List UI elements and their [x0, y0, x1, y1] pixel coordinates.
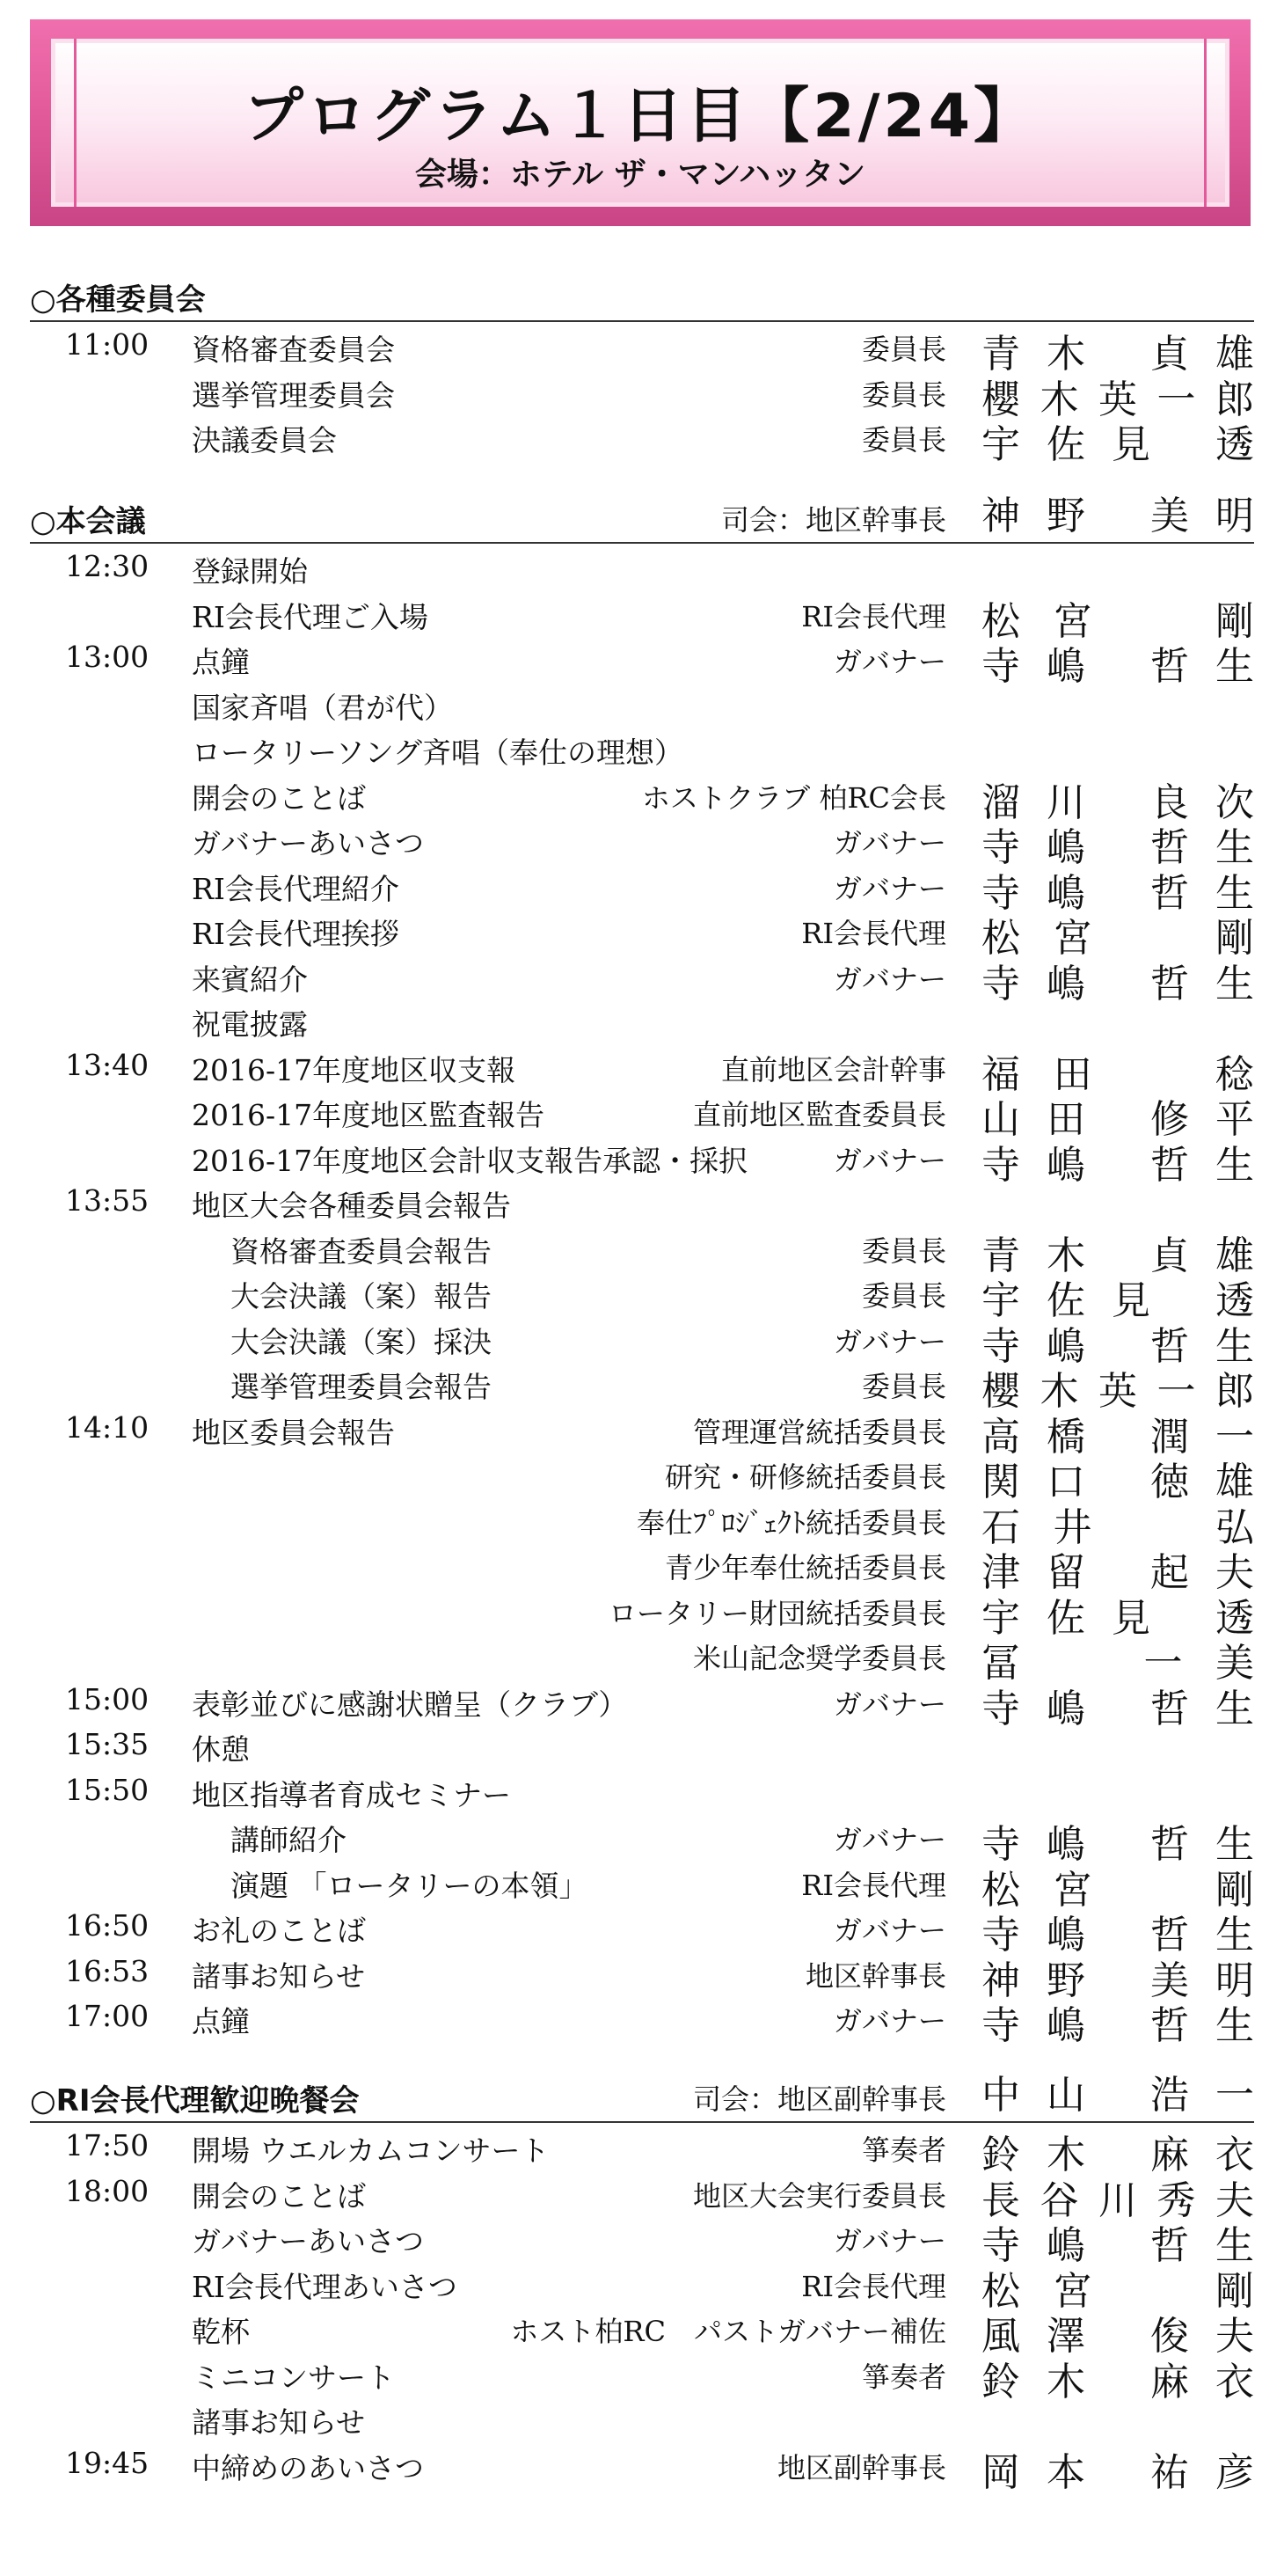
- row-role: 青少年奉仕統括委員長: [664, 1551, 946, 1584]
- row-role: RI会長代理: [801, 917, 946, 950]
- row-person: 山 田 修 平: [981, 1097, 1254, 1142]
- schedule-row: [30, 997, 1254, 1043]
- row-item: RI会長代理紹介: [192, 871, 399, 906]
- row-item: ミニコンサート: [192, 2360, 395, 2395]
- schedule-row: [30, 1496, 1254, 1550]
- row-item: 2016-17年度地区監査報告: [192, 1098, 545, 1132]
- row-role: 地区幹事長: [805, 1958, 946, 1993]
- schedule-row: [30, 1178, 1254, 1224]
- schedule-row: [30, 322, 1254, 377]
- program-section: [30, 2073, 1254, 2495]
- row-item: お礼のことば: [192, 1914, 366, 1948]
- schedule-row: [30, 2259, 1254, 2314]
- schedule-row: [30, 1043, 1254, 1097]
- row-role: ガバナー: [833, 1324, 946, 1358]
- schedule-row: [30, 1858, 1254, 1913]
- row-person: 松 宮 剛: [981, 916, 1254, 961]
- schedule-row: [30, 1949, 1254, 2003]
- row-time: 16:53: [65, 1953, 150, 1988]
- row-person: 関 口 徳 雄: [981, 1460, 1254, 1504]
- row-person: 寺 嶋 哲 生: [981, 1822, 1254, 1867]
- section-header: [30, 494, 1254, 544]
- row-role: ロータリー財団統括委員長: [608, 1596, 946, 1630]
- row-item: 点鐘: [192, 2004, 250, 2038]
- schedule-row: [30, 589, 1254, 644]
- row-item: 資格審査委員会: [192, 333, 395, 367]
- row-role: 箏奏者: [861, 2360, 946, 2394]
- row-time: 12:30: [65, 549, 150, 583]
- row-item: 開会のことば: [192, 2178, 366, 2214]
- row-role: 箏奏者: [861, 2133, 946, 2167]
- row-role: RI会長代理: [801, 599, 946, 633]
- row-person: 福 田 稔: [981, 1051, 1254, 1097]
- row-person: 冨 一 美: [981, 1641, 1254, 1686]
- schedule-row: [30, 1903, 1254, 1958]
- schedule-row: [30, 2350, 1254, 2404]
- schedule-row: [30, 1812, 1254, 1867]
- row-person: 鈴 木 麻 衣: [981, 2359, 1254, 2404]
- row-time: 17:00: [65, 1999, 150, 2033]
- row-item: 中締めのあいさつ: [192, 2450, 424, 2485]
- section-title: ○RI会長代理歓迎晩餐会: [30, 2083, 360, 2119]
- schedule-row: [30, 725, 1254, 771]
- row-item: ガバナーあいさつ: [192, 826, 424, 860]
- schedule-row: [30, 906, 1254, 961]
- row-item: RI会長代理あいさつ: [192, 2269, 457, 2304]
- section-host-role: 司会：地区副幹事長: [692, 2082, 946, 2116]
- row-person: 寺 嶋 哲 生: [981, 2003, 1254, 2048]
- row-role: 直前地区監査委員長: [692, 1098, 946, 1131]
- row-person: 寺 嶋 哲 生: [981, 961, 1254, 1006]
- schedule-row: [30, 1631, 1254, 1686]
- row-item: 諸事お知らせ: [192, 2405, 366, 2440]
- program-section: [30, 494, 1254, 2048]
- row-item: 来賓紹介: [192, 962, 308, 997]
- row-time: 15:50: [65, 1772, 150, 1807]
- row-person: 寺 嶋 哲 生: [981, 2223, 1254, 2268]
- row-role: ガバナー: [833, 962, 946, 996]
- row-role: 委員長: [861, 333, 946, 366]
- row-person: 寺 嶋 哲 生: [981, 1323, 1254, 1369]
- row-role: 委員長: [861, 1233, 946, 1268]
- row-person: 宇 佐 見 透: [981, 1278, 1254, 1323]
- row-person: 松 宮 剛: [981, 598, 1254, 644]
- row-item: 資格審査委員会報告: [230, 1233, 492, 1269]
- row-role: ガバナー: [833, 1914, 946, 1947]
- row-item: 2016-17年度地区収支報: [192, 1052, 516, 1087]
- row-item: 地区指導者育成セミナー: [192, 1777, 511, 1812]
- schedule-row: [30, 1314, 1254, 1369]
- row-item: 祝電披露: [192, 1007, 308, 1042]
- row-role: 米山記念奨学委員長: [692, 1642, 946, 1675]
- row-item: 表彰並びに感謝状贈呈（クラブ）: [192, 1687, 628, 1722]
- row-person: 寺 嶋 哲 生: [981, 870, 1254, 916]
- row-item: 2016-17年度地区会計収支報告承認・採択: [192, 1143, 748, 1178]
- schedule-row: [30, 2304, 1254, 2359]
- row-role: ホストクラブ 柏RC会長: [641, 780, 946, 815]
- row-role: 研究・研修統括委員長: [664, 1460, 946, 1494]
- schedule-row: [30, 1677, 1254, 1731]
- row-item: ガバナーあいさつ: [192, 2224, 424, 2258]
- row-role: ガバナー: [833, 1823, 946, 1856]
- schedule-row: [30, 2123, 1254, 2177]
- section-host-name: 中 山 浩 一: [981, 2073, 1254, 2118]
- row-role: 地区副幹事長: [777, 2450, 946, 2485]
- row-role: RI会長代理: [801, 2269, 946, 2303]
- row-item: 選挙管理委員会報告: [230, 1370, 492, 1404]
- row-item: 演題 「ロータリーの本領」: [230, 1868, 588, 1903]
- row-person: 寺 嶋 哲 生: [981, 644, 1254, 689]
- schedule-row: [30, 2169, 1254, 2223]
- schedule-row: [30, 2441, 1254, 2495]
- row-role: ガバナー: [833, 826, 946, 860]
- section-title: ○本会議: [30, 504, 146, 539]
- schedule-row: [30, 1722, 1254, 1767]
- row-person: 松 宮 剛: [981, 1867, 1254, 1913]
- row-person: 寺 嶋 哲 生: [981, 1913, 1254, 1958]
- schedule-row: [30, 1540, 1254, 1595]
- row-person: 青 木 貞 雄: [981, 1233, 1254, 1278]
- row-item: 国家斉唱（君が代）: [192, 690, 453, 725]
- row-role: RI会長代理: [801, 1868, 946, 1902]
- section-title: ○各種委員会: [30, 282, 206, 318]
- row-role: ガバナー: [833, 871, 946, 905]
- schedule-row: [30, 1224, 1254, 1278]
- row-role: 委員長: [861, 423, 946, 457]
- row-role: ガバナー: [833, 1143, 946, 1177]
- row-time: 19:45: [65, 2445, 150, 2480]
- row-item: 乾杯: [192, 2315, 250, 2349]
- row-role: 委員長: [861, 1370, 946, 1403]
- row-role: 管理運営統括委員長: [692, 1415, 946, 1449]
- row-person: 櫻 木 英 一 郎: [981, 377, 1254, 422]
- row-item: 諸事お知らせ: [192, 1958, 366, 1994]
- row-item: 地区大会各種委員会報告: [192, 1189, 511, 1223]
- row-time: 13:55: [65, 1183, 150, 1218]
- row-item: 休憩: [192, 1732, 250, 1767]
- row-role: 委員長: [861, 1279, 946, 1313]
- row-role: 直前地区会計幹事: [720, 1052, 946, 1087]
- row-time: 13:00: [65, 640, 150, 674]
- row-item: RI会長代理ご入場: [192, 599, 428, 634]
- row-person: 櫻 木 英 一 郎: [981, 1369, 1254, 1414]
- schedule-row: [30, 1450, 1254, 1504]
- venue-subtitle: 会場：ホテル ザ・マンハッタン: [414, 157, 866, 193]
- schedule-row: [30, 368, 1254, 422]
- row-time: 11:00: [65, 327, 150, 362]
- row-person: 神 野 美 明: [981, 1958, 1254, 2003]
- row-role: ガバナー: [833, 2004, 946, 2038]
- row-person: 寺 嶋 哲 生: [981, 1686, 1254, 1731]
- row-person: 岡 本 祐 彦: [981, 2449, 1254, 2495]
- row-person: 青 木 貞 雄: [981, 332, 1254, 377]
- row-item: 講師紹介: [230, 1823, 347, 1857]
- row-person: 石 井 弘: [981, 1504, 1254, 1550]
- row-person: 寺 嶋 哲 生: [981, 825, 1254, 870]
- row-role: ガバナー: [833, 2224, 946, 2258]
- schedule-row: [30, 1269, 1254, 1323]
- row-item: 点鐘: [192, 645, 250, 679]
- row-item: 選挙管理委員会: [192, 377, 395, 413]
- row-item: 登録開始: [192, 554, 308, 589]
- row-item: 決議委員会: [192, 423, 337, 457]
- row-time: 14:10: [65, 1409, 150, 1445]
- row-time: 13:40: [65, 1047, 150, 1082]
- row-person: 長 谷 川 秀 夫: [981, 2177, 1254, 2223]
- section-header: [30, 280, 1254, 322]
- row-role: 地区大会実行委員長: [692, 2178, 946, 2213]
- schedule-row: [30, 413, 1254, 467]
- row-person: 津 留 起 夫: [981, 1550, 1254, 1595]
- row-role: ホスト柏RC パストガバナー補佐: [510, 2315, 946, 2348]
- schedule-row: [30, 1405, 1254, 1460]
- row-role: 奉仕ﾌﾟﾛｼﾞｪｸﾄ統括委員長: [636, 1505, 946, 1540]
- row-time: 16:50: [65, 1908, 150, 1943]
- row-item: RI会長代理挨拶: [192, 917, 399, 951]
- row-person: 松 宮 剛: [981, 2268, 1254, 2314]
- schedule-row: [30, 544, 1254, 589]
- row-item: 開会のことば: [192, 780, 366, 816]
- schedule-row: [30, 1359, 1254, 1414]
- row-time: 15:00: [65, 1681, 150, 1716]
- row-role: ガバナー: [833, 1687, 946, 1721]
- schedule-row: [30, 1586, 1254, 1641]
- schedule-row: [30, 2395, 1254, 2441]
- row-item: 開場 ウエルカムコンサート: [192, 2133, 550, 2168]
- row-item: 大会決議（案）報告: [230, 1279, 492, 1314]
- section-host-name: 神 野 美 明: [981, 494, 1254, 538]
- row-time: 17:50: [65, 2128, 150, 2163]
- row-item: 大会決議（案）採決: [230, 1324, 492, 1359]
- row-time: 15:35: [65, 1727, 150, 1761]
- section-host-role: 司会：地区幹事長: [720, 503, 946, 537]
- row-person: 溜 川 良 次: [981, 779, 1254, 825]
- schedule-row: [30, 2214, 1254, 2268]
- schedule-row: [30, 816, 1254, 870]
- row-time: 18:00: [65, 2173, 150, 2208]
- row-person: 宇 佐 見 透: [981, 422, 1254, 467]
- row-item: 地区委員会報告: [192, 1415, 395, 1450]
- row-person: 宇 佐 見 透: [981, 1595, 1254, 1641]
- row-person: 寺 嶋 哲 生: [981, 1142, 1254, 1188]
- row-item: ロータリーソング斉唱（奉仕の理想）: [192, 735, 684, 770]
- schedule-row: [30, 952, 1254, 1006]
- header-banner: [30, 19, 1251, 226]
- row-person: 鈴 木 麻 衣: [981, 2133, 1254, 2177]
- schedule-row: [30, 1087, 1254, 1142]
- row-role: ガバナー: [833, 645, 946, 678]
- section-header: [30, 2073, 1254, 2123]
- schedule-row: [30, 680, 1254, 726]
- row-role: 委員長: [861, 377, 946, 412]
- schedule-row: [30, 1994, 1254, 2048]
- schedule-row: [30, 634, 1254, 689]
- row-person: 風 澤 俊 夫: [981, 2314, 1254, 2359]
- row-person: 高 橋 潤 一: [981, 1414, 1254, 1460]
- schedule-row: [30, 771, 1254, 825]
- schedule-row: [30, 1133, 1254, 1188]
- schedule-row: [30, 861, 1254, 916]
- page-title: プログラム１日目【2/24】: [243, 82, 1038, 151]
- schedule-row: [30, 1767, 1254, 1813]
- program-section: [30, 280, 1254, 467]
